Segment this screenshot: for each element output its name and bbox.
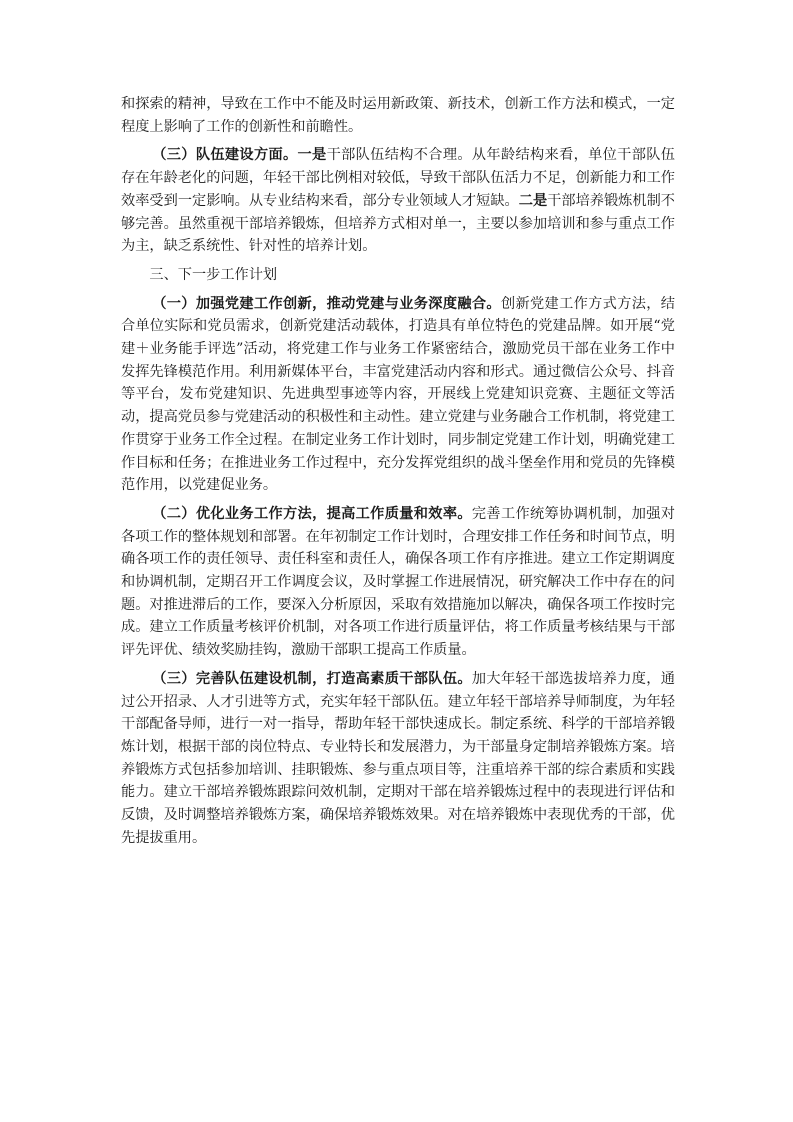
paragraph-plan-party-building (121, 293, 675, 497)
paragraph-text: 干部队伍结构不合理。从年龄结构来看，单位干部队伍存在年龄老化的问题，年轻干部比例相对较低，导致干部队伍活力不足，创新能力和工作效率受到一定影响。从专业结构来看，部分专业领域人才短缺。 (121, 147, 675, 209)
paragraph-text: 完善工作统筹协调机制，加强对各项工作的整体规划和部署。在年初制定工作计划时，合理安排工作任务和时间节点，明确各项工作的责任领导、责任科室和责任人，确保各项工作有序推进。建立工作定期调度和协调机制，定期召开工作调度会议，及时掌握工作进展情况，研究解决工作中存在的问题。对推进滞后的工作，要深入分析原因，采取有效措施加以解决，确保各项工作按时完成。建立工作质量考核评价机制，对各项工作进行质量评估，将工作质量考核结果与干部评先评优、绩效奖励挂钩，激励干部职工提高工作质量。 (121, 505, 675, 659)
section-heading (121, 264, 675, 287)
paragraph-plan-work-methods (121, 503, 675, 662)
paragraph-text: 和探索的精神，导致在工作中不能及时运用新政策、新技术，创新工作方法和模式，一定程度上影响了工作的创新性和前瞻性。 (121, 96, 675, 135)
paragraph-text: 创新党建工作方式方法，结合单位实际和党员需求，创新党建活动载体，打造具有单位特色的党建品牌。如开展“党建＋业务能手评选”活动，将党建工作与业务工作紧密结合，激励党员干部在业务工作中发挥先锋模范作用。利用新媒体平台，丰富党建活动内容和形式。通过微信公众号、抖音等平台，发布党建知识、先进典型事迹等内容，开展线上党建知识竞赛、主题征文等活动，提高党员参与党建活动的积极性和主动性。建立党建与业务融合工作机制，将党建工作贯穿于业务工作全过程。在制定业务工作计划时，同步制定党建工作计划，明确党建工作目标和任务；在推进业务工作过程中，充分发挥党组织的战斗堡垒作用和党员的先锋模范作用，以党建促业务。 (121, 295, 675, 494)
point-marker-second: 二是 (518, 192, 548, 209)
document-body (121, 93, 675, 850)
point-marker-first: 一是 (297, 147, 327, 164)
paragraph-text: 干部培养锻炼机制不够完善。虽然重视干部培养锻炼，但培养方式相对单一，主要以参加培训和参与重点工作为主，缺乏系统性、针对性的培养计划。 (121, 192, 675, 255)
paragraph-lead: （三）完善队伍建设机制，打造高素质干部队伍。 (152, 670, 472, 687)
paragraph-plan-team-building (121, 668, 675, 850)
paragraph-team-building-issues (121, 144, 675, 258)
paragraph-text: 加大年轻干部选拔培养力度，通过公开招录、人才引进等方式，充实年轻干部队伍。建立年轻干部培养导师制度，为年轻干部配备导师，进行一对一指导，帮助年轻干部快速成长。制定系统、科学的干部培养锻炼计划，根据干部的岗位特点、专业特长和发展潜力，为干部量身定制培养锻炼方案。培养锻炼方式包括参加培训、挂职锻炼、参与重点项目等，注重培养干部的综合素质和实践能力。建立干部培养锻炼跟踪问效机制，定期对干部在培养锻炼过程中的表现进行评估和反馈，及时调整培养锻炼方案，确保培养锻炼效果。对在培养锻炼中表现优秀的干部，优先提拔重用。 (121, 670, 675, 846)
paragraph-lead: （三）队伍建设方面。 (152, 147, 298, 164)
paragraph-lead: （二）优化业务工作方法，提高工作质量和效率。 (152, 505, 472, 522)
paragraph-continuation (121, 93, 675, 138)
section-heading-text: 三、下一步工作计划 (149, 266, 278, 283)
paragraph-lead: （一）加强党建工作创新，推动党建与业务深度融合。 (152, 295, 501, 312)
